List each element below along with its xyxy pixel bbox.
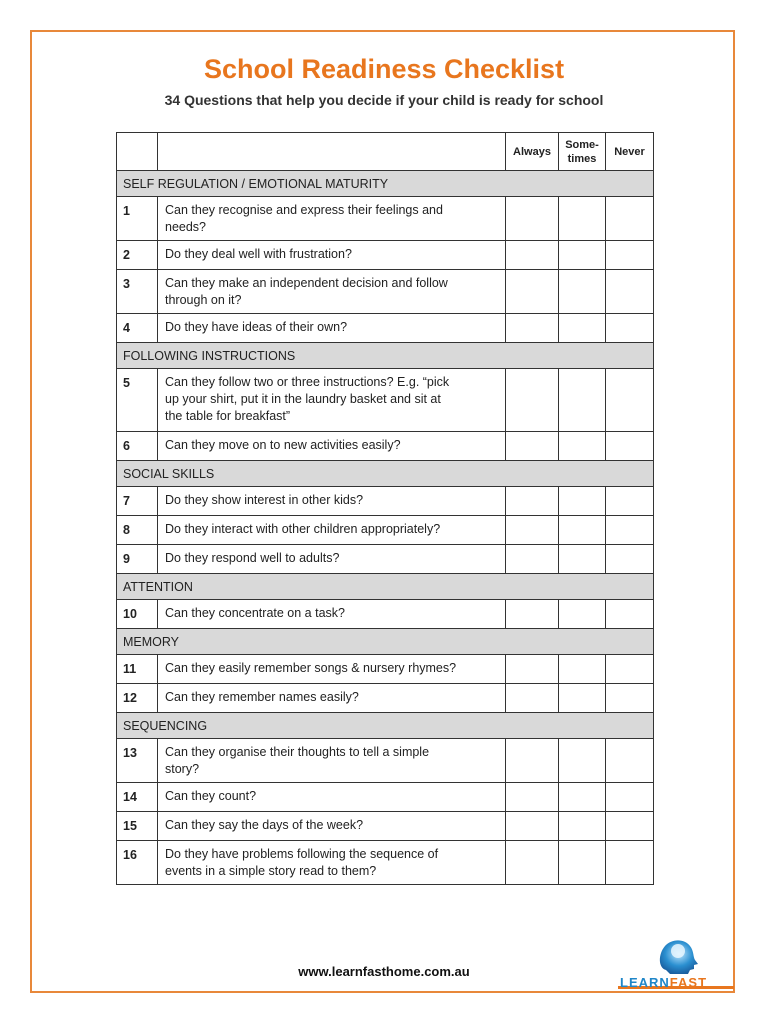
question-text-line: story? <box>165 762 200 776</box>
question-text <box>158 197 506 241</box>
question-text-line: Can they concentrate on a task? <box>165 606 345 620</box>
question-text-line: Can they remember names easily? <box>165 690 359 704</box>
question-number: 3 <box>117 270 158 314</box>
question-number: 6 <box>117 432 158 461</box>
page-subtitle: 34 Questions that help you decide if your child is ready for school <box>164 92 604 108</box>
answer-box-never[interactable] <box>606 812 654 841</box>
answer-box-never[interactable] <box>606 369 654 432</box>
question-text-line: Can they count? <box>165 789 257 803</box>
section-heading: FOLLOWING INSTRUCTIONS <box>117 343 654 369</box>
answer-box-sometimes[interactable] <box>559 655 606 684</box>
question-text <box>158 314 506 343</box>
answer-box-always[interactable] <box>506 270 559 314</box>
answer-box-always[interactable] <box>506 516 559 545</box>
answer-box-never[interactable] <box>606 241 654 270</box>
section-header-row <box>117 171 654 197</box>
answer-box-always[interactable] <box>506 241 559 270</box>
question-text <box>158 270 506 314</box>
question-number: 7 <box>117 487 158 516</box>
answer-box-never[interactable] <box>606 545 654 574</box>
header-sometimes-line1: Some- <box>565 138 599 151</box>
logo-word-fast: FAST <box>669 975 708 990</box>
answer-box-never[interactable] <box>606 600 654 629</box>
question-text-line: Do they deal well with frustration? <box>165 247 352 261</box>
answer-box-sometimes[interactable] <box>559 545 606 574</box>
question-text-line: Do they interact with other children appropriately? <box>165 522 441 536</box>
question-text <box>158 487 506 516</box>
question-text-line: Can they easily remember songs & nursery rhymes? <box>165 661 457 675</box>
question-number: 9 <box>117 545 158 574</box>
answer-box-sometimes[interactable] <box>559 841 606 885</box>
section-heading: ATTENTION <box>117 574 654 600</box>
page-title: School Readiness Checklist <box>203 54 565 84</box>
answer-box-sometimes[interactable] <box>559 270 606 314</box>
question-text <box>158 516 506 545</box>
question-text-line: Can they move on to new activities easily? <box>165 438 401 452</box>
question-number: 2 <box>117 241 158 270</box>
question-text-line: Do they have problems following the sequence of <box>165 847 439 861</box>
table-header-row <box>117 133 654 171</box>
question-text-line: through on it? <box>165 293 242 307</box>
answer-box-always[interactable] <box>506 369 559 432</box>
answer-box-sometimes[interactable] <box>559 487 606 516</box>
question-text-line: Can they say the days of the week? <box>165 818 364 832</box>
checklist-table <box>116 132 654 885</box>
question-text-line: Can they recognise and express their feelings and <box>165 203 443 217</box>
question-row <box>117 739 654 783</box>
question-text <box>158 783 506 812</box>
question-text <box>158 432 506 461</box>
answer-box-sometimes[interactable] <box>559 314 606 343</box>
question-row <box>117 684 654 713</box>
question-row <box>117 197 654 241</box>
header-num-cell <box>117 133 158 171</box>
section-header-row <box>117 713 654 739</box>
answer-box-sometimes[interactable] <box>559 783 606 812</box>
question-text-line: needs? <box>165 220 207 234</box>
question-row <box>117 655 654 684</box>
answer-box-never[interactable] <box>606 655 654 684</box>
question-row <box>117 314 654 343</box>
answer-box-never[interactable] <box>606 432 654 461</box>
question-text <box>158 739 506 783</box>
footer-url: www.learnfasthome.com.au <box>298 964 470 979</box>
question-number: 1 <box>117 197 158 241</box>
question-text-line: Do they have ideas of their own? <box>165 320 348 334</box>
question-text <box>158 841 506 885</box>
answer-box-never[interactable] <box>606 270 654 314</box>
section-header-row <box>117 461 654 487</box>
question-text-line: up your shirt, put it in the laundry basket and sit at <box>165 392 441 406</box>
question-row <box>117 783 654 812</box>
answer-box-always[interactable] <box>506 545 559 574</box>
answer-box-never[interactable] <box>606 197 654 241</box>
question-number: 5 <box>117 369 158 432</box>
answer-box-sometimes[interactable] <box>559 241 606 270</box>
header-question-cell <box>158 133 506 171</box>
section-heading: SOCIAL SKILLS <box>117 461 654 487</box>
question-text-line: Can they organise their thoughts to tell a simple <box>165 745 430 759</box>
logo-word-learn: LEARN <box>620 975 670 990</box>
question-row <box>117 516 654 545</box>
question-text <box>158 812 506 841</box>
section-header-row <box>117 574 654 600</box>
question-row <box>117 369 654 432</box>
question-row <box>117 241 654 270</box>
question-text-line: Do they show interest in other kids? <box>165 493 364 507</box>
section-header-row <box>117 343 654 369</box>
question-number: 12 <box>117 684 158 713</box>
question-row <box>117 487 654 516</box>
answer-box-always[interactable] <box>506 655 559 684</box>
header-never: Never <box>606 133 654 171</box>
checklist-body <box>117 171 654 885</box>
answer-box-sometimes[interactable] <box>559 432 606 461</box>
answer-box-sometimes[interactable] <box>559 600 606 629</box>
answer-box-always[interactable] <box>506 783 559 812</box>
answer-box-always[interactable] <box>506 314 559 343</box>
question-text <box>158 241 506 270</box>
question-number: 8 <box>117 516 158 545</box>
answer-box-always[interactable] <box>506 487 559 516</box>
question-text-line: Can they follow two or three instructions? E.g. “pick <box>165 375 450 389</box>
header-sometimes-line2: times <box>567 152 597 165</box>
answer-box-sometimes[interactable] <box>559 369 606 432</box>
question-number: 4 <box>117 314 158 343</box>
question-row <box>117 270 654 314</box>
answer-box-always[interactable] <box>506 739 559 783</box>
head-profile-icon <box>660 940 698 974</box>
header-sometimes <box>559 133 606 171</box>
question-number: 13 <box>117 739 158 783</box>
question-number: 15 <box>117 812 158 841</box>
answer-box-sometimes[interactable] <box>559 739 606 783</box>
answer-box-always[interactable] <box>506 841 559 885</box>
question-text-line: the table for breakfast” <box>165 409 291 423</box>
header-always: Always <box>506 133 559 171</box>
question-text-line: events in a simple story read to them? <box>165 864 377 878</box>
answer-box-always[interactable] <box>506 432 559 461</box>
question-row <box>117 545 654 574</box>
question-row <box>117 432 654 461</box>
logo-wordmark <box>620 975 707 990</box>
section-heading: MEMORY <box>117 629 654 655</box>
question-text-line: Can they make an independent decision and follow <box>165 276 448 290</box>
question-text <box>158 545 506 574</box>
answer-box-always[interactable] <box>506 684 559 713</box>
answer-box-never[interactable] <box>606 739 654 783</box>
answer-box-never[interactable] <box>606 314 654 343</box>
answer-box-always[interactable] <box>506 197 559 241</box>
answer-box-never[interactable] <box>606 841 654 885</box>
answer-box-never[interactable] <box>606 487 654 516</box>
question-number: 10 <box>117 600 158 629</box>
question-text <box>158 600 506 629</box>
answer-box-sometimes[interactable] <box>559 197 606 241</box>
question-text <box>158 655 506 684</box>
answer-box-always[interactable] <box>506 600 559 629</box>
question-number: 11 <box>117 655 158 684</box>
answer-box-sometimes[interactable] <box>559 516 606 545</box>
answer-box-never[interactable] <box>606 783 654 812</box>
answer-box-never[interactable] <box>606 516 654 545</box>
question-row <box>117 600 654 629</box>
question-number: 14 <box>117 783 158 812</box>
question-number: 16 <box>117 841 158 885</box>
answer-box-never[interactable] <box>606 684 654 713</box>
section-heading: SEQUENCING <box>117 713 654 739</box>
question-text <box>158 684 506 713</box>
answer-box-always[interactable] <box>506 812 559 841</box>
question-text <box>158 369 506 432</box>
section-heading: SELF REGULATION / EMOTIONAL MATURITY <box>117 171 654 197</box>
question-row <box>117 841 654 885</box>
answer-box-sometimes[interactable] <box>559 684 606 713</box>
answer-box-sometimes[interactable] <box>559 812 606 841</box>
section-header-row <box>117 629 654 655</box>
question-text-line: Do they respond well to adults? <box>165 551 340 565</box>
question-row <box>117 812 654 841</box>
